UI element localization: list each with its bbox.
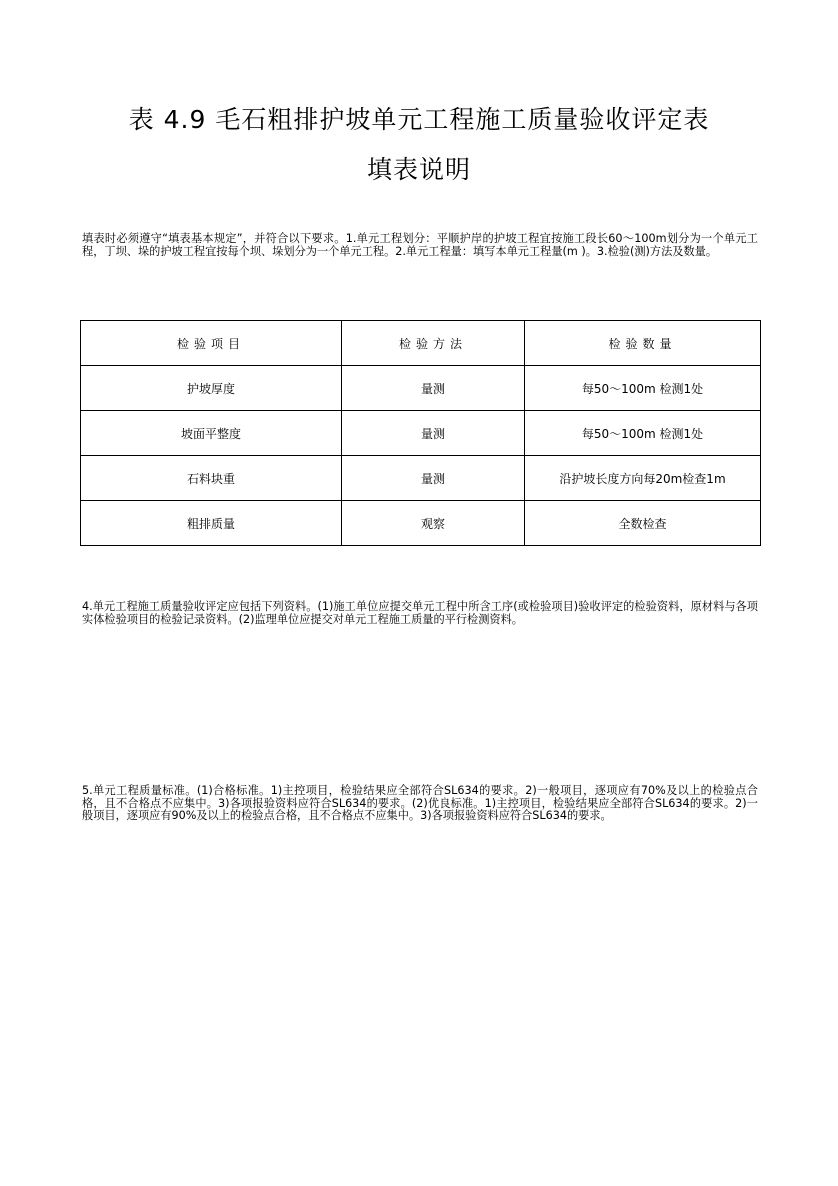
document-title: 表 4.9 毛石粗排护坡单元工程施工质量验收评定表 — [128, 105, 710, 134]
cell-method: 量测 — [342, 366, 525, 411]
section-5-paragraph: 5.单元工程质量标准。(1)合格标准。1)主控项目，检验结果应全部符合SL634的要求。2)一般项目，逐项应有70%及以上的检验点合格，且不合格点不应集中。3)各项报验资料应符合SL634的要求。(2)优良标准。1)主控项目，检验结果应全部符合SL634的要求。2)一般项目，逐项应有90%及以上的检验点合格，且不合格点不应集中。3)各项报验资料应符合SL634的要求。 — [82, 784, 758, 823]
header-quantity: 检验数量 — [525, 321, 761, 366]
cell-quantity: 全数检查 — [525, 501, 761, 546]
cell-item: 护坡厚度 — [81, 366, 342, 411]
intro-paragraph: 填表时必须遵守“填表基本规定”，并符合以下要求。1.单元工程划分：平顺护岸的护坡工程宜按施工段长60～100m划分为一个单元工程，丁坝、垛的护坡工程宜按每个坝、垛划分为一个单元工程。2.单元工程量：填写本单元工程量(m )。3.检验(测)方法及数量。 — [82, 232, 758, 258]
table-row — [81, 456, 761, 501]
cell-quantity: 每50～100m 检测1处 — [525, 411, 761, 456]
document-subtitle: 填表说明 — [366, 155, 471, 184]
inspection-table — [80, 320, 761, 546]
header-method: 检验方法 — [342, 321, 525, 366]
cell-item: 石料块重 — [81, 456, 342, 501]
cell-method: 观察 — [342, 501, 525, 546]
table-row — [81, 366, 761, 411]
cell-method: 量测 — [342, 411, 525, 456]
cell-quantity: 每50～100m 检测1处 — [525, 366, 761, 411]
cell-quantity: 沿护坡长度方向每20m检查1m — [525, 456, 761, 501]
section-4-paragraph: 4.单元工程施工质量验收评定应包括下列资料。(1)施工单位应提交单元工程中所含工序(或检验项目)验收评定的检验资料，原材料与各项实体检验项目的检验记录资料。(2)监理单位应提交对单元工程施工质量的平行检测资料。 — [82, 600, 758, 626]
table-row — [81, 411, 761, 456]
cell-method: 量测 — [342, 456, 525, 501]
header-item: 检验项目 — [81, 321, 342, 366]
cell-item: 粗排质量 — [81, 501, 342, 546]
table-header-row — [81, 321, 761, 366]
table-row — [81, 501, 761, 546]
cell-item: 坡面平整度 — [81, 411, 342, 456]
